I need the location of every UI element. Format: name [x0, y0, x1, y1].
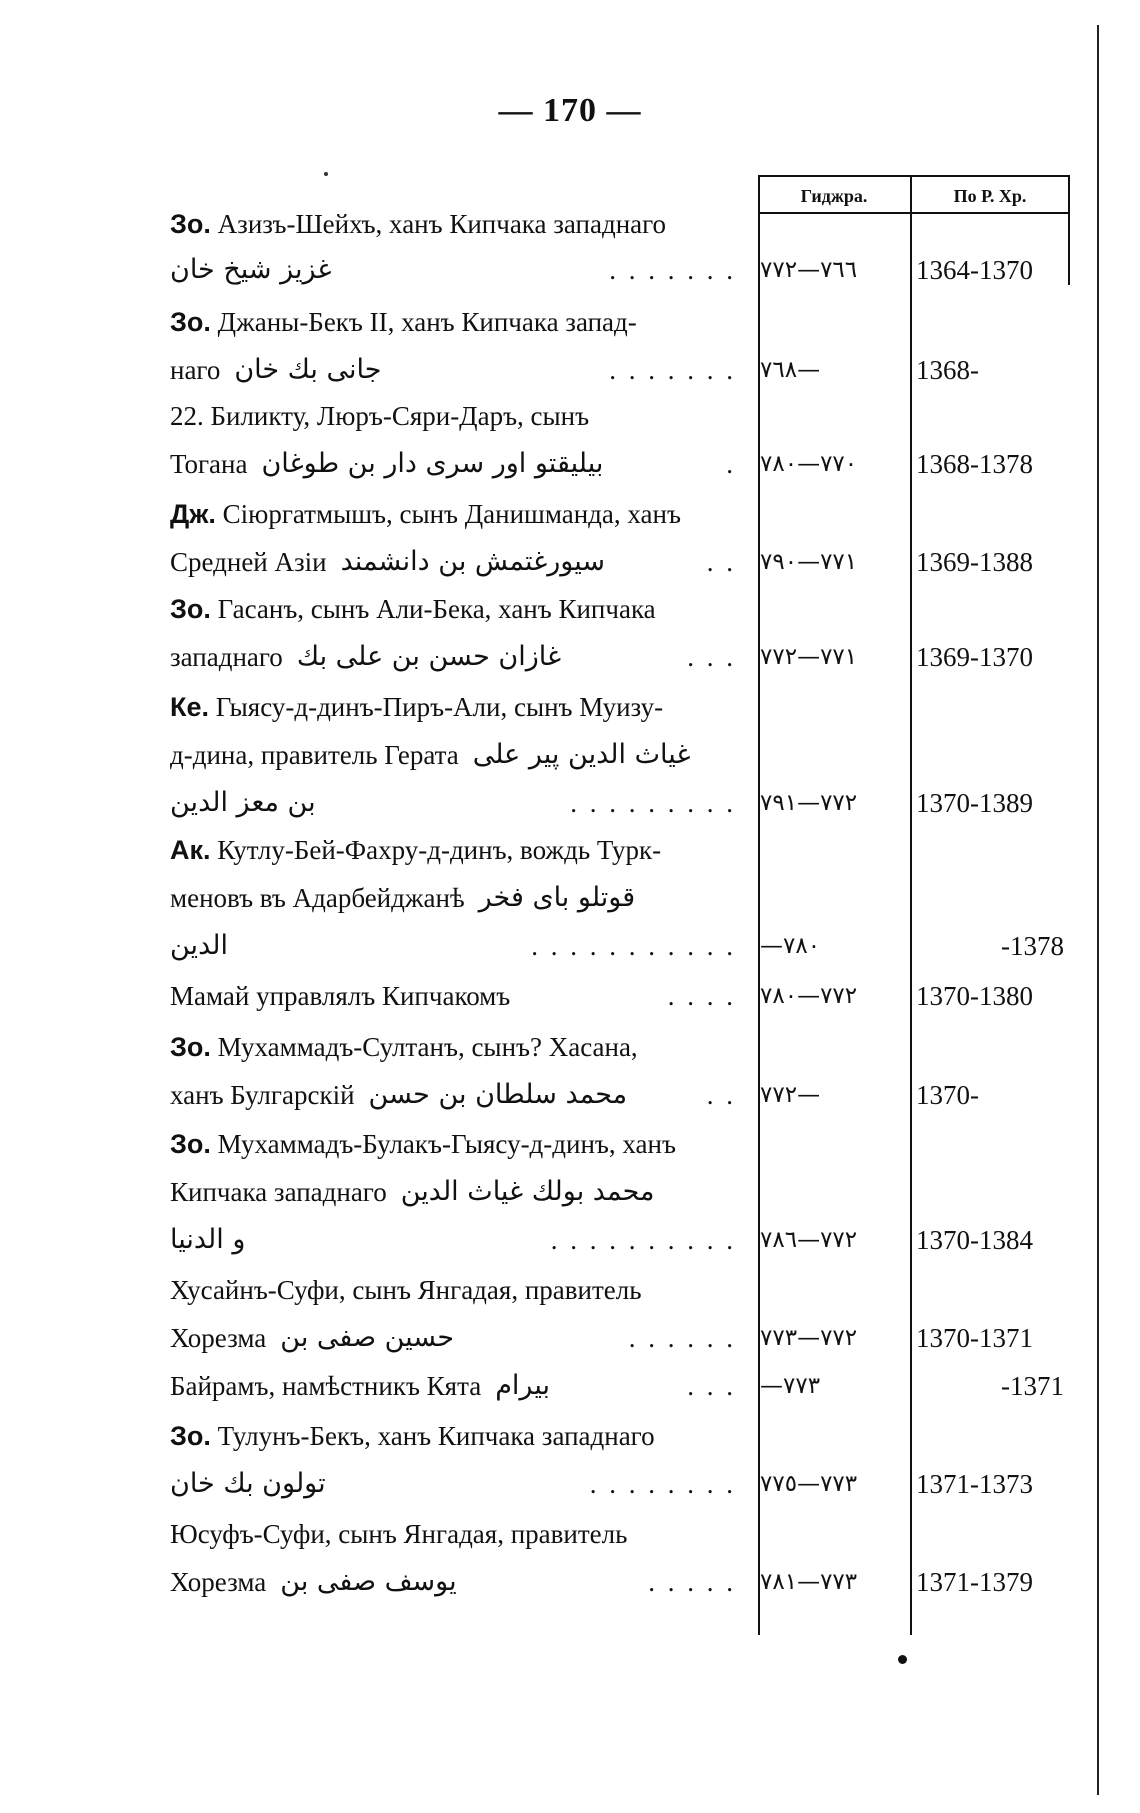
entry-line	[170, 1362, 736, 1410]
entry-text: Байрамъ, намѣстникъ Кята	[170, 1371, 482, 1401]
ad-years: -1371	[1001, 1371, 1064, 1401]
entry-line	[170, 392, 736, 440]
column-rule-left	[758, 175, 760, 1635]
arabic-name: سيورغتمش بن دانشمند	[340, 546, 605, 577]
hijra-years: ٧٧٣—٧٨١	[760, 1569, 858, 1595]
header-underline	[758, 212, 1068, 214]
arabic-name: محمد بولك غياث الدين	[400, 1176, 655, 1207]
dot-leader: . . . . . . .	[609, 255, 736, 285]
dynasty-abbrev: Зо.	[170, 1421, 211, 1451]
hijra-years: ٧٧٢—٧٧٣	[760, 1325, 858, 1351]
dot-leader: . . . . .	[648, 1567, 736, 1597]
dot-leader: . .	[706, 1080, 736, 1110]
dot-leader: . . . . . .	[628, 1323, 736, 1353]
ad-years: 1370-	[916, 1080, 979, 1110]
arabic-name: بيليقتو اور سرى دار بن طوغان	[261, 448, 604, 479]
dynasty-abbrev: Зо.	[170, 307, 211, 337]
entry-line	[170, 1216, 736, 1264]
entry-text: Тулунъ-Бекъ, ханъ Кипчака западнаго	[210, 1421, 655, 1451]
dynasty-abbrev: Дж.	[170, 499, 216, 529]
entry-line	[170, 972, 736, 1020]
ad-years: 1368-1378	[916, 449, 1033, 479]
entry-text: Джаны-Бекъ II, ханъ Кипчака запад-	[210, 307, 637, 337]
column-header-hijra: Гиджра.	[800, 186, 868, 206]
entry-text: Хорезма	[170, 1323, 267, 1353]
dynasty-abbrev: Ке.	[170, 692, 209, 722]
entry-line	[170, 922, 736, 970]
entry-text: Мухаммадъ-Булакъ-Гыясу-д-динъ, ханъ	[210, 1129, 676, 1159]
entry-text: западнаго	[170, 642, 283, 672]
entry-line	[170, 490, 736, 538]
entry-line	[170, 440, 736, 488]
entry-line	[170, 1510, 736, 1558]
arabic-name: غازان حسن بن على بك	[296, 641, 562, 672]
dynasty-abbrev: Зо.	[170, 1032, 211, 1062]
entry-text: ханъ Булгарскій	[170, 1080, 355, 1110]
ad-years: 1370-1389	[916, 788, 1033, 818]
entry-line	[170, 1023, 736, 1071]
entry-line	[170, 246, 736, 294]
hijra-years: —٧٨٠	[760, 933, 821, 959]
entry-line	[170, 298, 736, 346]
entry-text: 22. Биликту, Люръ-Сяри-Даръ, сынъ	[170, 401, 590, 431]
arabic-name: محمد سلطان بن حسن	[368, 1079, 628, 1110]
entry-line	[170, 731, 736, 779]
ad-years: 1370-1380	[916, 981, 1033, 1011]
dot-leader: . .	[706, 547, 736, 577]
entry-text: Хорезма	[170, 1567, 267, 1597]
ad-years: 1370-1384	[916, 1225, 1033, 1255]
dot-leader: . . . . . . .	[609, 355, 736, 385]
ad-years: 1369-1370	[916, 642, 1033, 672]
page-edge-line	[1097, 25, 1099, 1795]
header-rule	[758, 175, 1068, 177]
hijra-years: ٧٧١—٧٩٠	[760, 549, 858, 575]
hijra-years: ٧٧٠—٧٨٠	[760, 451, 858, 477]
hijra-years: ٧٧٢—٧٨٦	[760, 1227, 858, 1253]
arabic-name: غزيز شيخ خان	[170, 254, 332, 285]
arabic-name: بيرام	[495, 1370, 550, 1401]
entry-line	[170, 538, 736, 586]
arabic-name: غياث الدين پير على	[472, 739, 691, 770]
hijra-years: ٧٧٢—	[760, 1082, 821, 1108]
ink-dot	[898, 1655, 907, 1664]
entry-text: Юсуфъ-Суфи, сынъ Янгадая, правитель	[170, 1519, 628, 1549]
column-header-ad: По Р. Хр.	[953, 186, 1027, 206]
ad-years: 1371-1373	[916, 1469, 1033, 1499]
entry-text: Мухаммадъ-Султанъ, сынъ? Хасана,	[210, 1032, 638, 1062]
hijra-years: ٧٦٨—	[760, 357, 821, 383]
dot-leader: . . . . . . . . .	[570, 788, 736, 818]
entry-line	[170, 1120, 736, 1168]
entry-text: Сіюргатмышъ, сынъ Данишманда, ханъ	[215, 499, 681, 529]
entry-text: Хусайнъ-Суфи, сынъ Янгадая, правитель	[170, 1275, 642, 1305]
entry-line	[170, 200, 736, 248]
hijra-years: —٧٧٣	[760, 1373, 821, 1399]
ad-years: 1371-1379	[916, 1567, 1033, 1597]
entry-line	[170, 1412, 736, 1460]
entry-text: Гыясу-д-динъ-Пиръ-Али, сынъ Муизу-	[209, 692, 664, 722]
entry-text: Средней Азіи	[170, 547, 327, 577]
arabic-name: و الدنيا	[170, 1224, 246, 1255]
entry-line	[170, 779, 736, 827]
entry-line	[170, 683, 736, 731]
entry-text: Мамай управлялъ Кипчакомъ	[170, 981, 511, 1011]
dot-leader: . . . . . . . . . .	[550, 1225, 736, 1255]
arabic-name: حسين صفى بن	[280, 1322, 455, 1353]
ad-years: 1368-	[916, 355, 979, 385]
entry-line	[170, 1314, 736, 1362]
entry-line	[170, 585, 736, 633]
entry-line	[170, 1266, 736, 1314]
entry-line	[170, 826, 736, 874]
dot-leader: . . . . . . . . . . .	[531, 931, 736, 961]
entry-text: Кипчака западнаго	[170, 1177, 387, 1207]
arabic-name: الدين	[170, 930, 228, 961]
arabic-name: قوتلو باى فخر	[478, 882, 636, 913]
ink-speck	[324, 172, 328, 176]
entry-text: наго	[170, 355, 221, 385]
arabic-name: جانى بك خان	[234, 354, 382, 385]
arabic-name: تولون بك خان	[170, 1468, 326, 1499]
hijra-years: ٧٧١—٧٧٢	[760, 644, 858, 670]
entry-line	[170, 1168, 736, 1216]
entry-line	[170, 1460, 736, 1508]
entry-line	[170, 633, 736, 681]
dot-leader: .	[726, 449, 736, 479]
dot-leader: . . .	[687, 642, 736, 672]
ad-years: 1370-1371	[916, 1323, 1033, 1353]
entry-text: д-дина, правитель Герата	[170, 740, 459, 770]
ad-years: -1378	[1001, 931, 1064, 961]
entry-line	[170, 1558, 736, 1606]
entry-text: Кутлу-Бей-Фахру-д-динъ, вождь Турк-	[210, 835, 662, 865]
entry-text: Азизъ-Шейхъ, ханъ Кипчака западнаго	[210, 209, 667, 239]
ad-years: 1369-1388	[916, 547, 1033, 577]
hijra-years: ٧٦٦—٧٧٢	[760, 257, 858, 283]
column-rule-middle	[910, 175, 912, 1635]
dot-leader: . . .	[687, 1371, 736, 1401]
arabic-name: يوسف صفى بن	[280, 1566, 457, 1597]
hijra-years: ٧٧٢—٧٨٠	[760, 983, 858, 1009]
entry-text: Тогана	[170, 449, 248, 479]
dynasty-abbrev: Ак.	[170, 835, 211, 865]
dynasty-abbrev: Зо.	[170, 1129, 211, 1159]
dynasty-abbrev: Зо.	[170, 594, 211, 624]
ad-years: 1364-1370	[916, 255, 1033, 285]
entry-line	[170, 1071, 736, 1119]
page-number: — 170 —	[498, 92, 642, 129]
hijra-years: ٧٧٣—٧٧٥	[760, 1471, 858, 1497]
entry-line	[170, 346, 736, 394]
entry-text: Гасанъ, сынъ Али-Бека, ханъ Кипчака	[210, 594, 656, 624]
dot-leader: . . . . . . . .	[589, 1469, 736, 1499]
dot-leader: . . . .	[667, 981, 736, 1011]
entry-line	[170, 874, 736, 922]
arabic-name: بن معز الدين	[170, 787, 316, 818]
hijra-years: ٧٧٢—٧٩١	[760, 790, 858, 816]
dynasty-abbrev: Зо.	[170, 209, 211, 239]
entry-text: меновъ въ Адарбейджанѣ	[170, 883, 465, 913]
